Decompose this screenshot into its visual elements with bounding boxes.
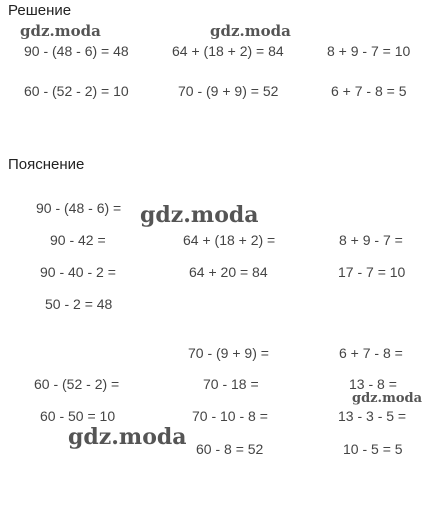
- explanation-step: 8 + 9 - 7 =: [339, 232, 403, 248]
- watermark: gdz.moda: [140, 202, 259, 228]
- explanation-step: 70 - 18 =: [203, 376, 259, 392]
- explanation-step: 50 - 2 = 48: [45, 296, 113, 312]
- explanation-step: 17 - 7 = 10: [338, 264, 406, 280]
- solution-equation: 64 + (18 + 2) = 84: [172, 43, 284, 59]
- explanation-step: 64 + (18 + 2) =: [183, 232, 276, 248]
- explanation-step: 64 + 20 = 84: [189, 264, 268, 280]
- solution-equation: 60 - (52 - 2) = 10: [24, 83, 129, 99]
- explanation-step: 90 - (48 - 6) =: [36, 200, 122, 216]
- explanation-step: 13 - 3 - 5 =: [338, 408, 407, 424]
- explanation-step: 90 - 42 =: [50, 232, 106, 248]
- watermark: gdz.moda: [352, 391, 423, 406]
- solution-equation: 8 + 9 - 7 = 10: [327, 43, 411, 59]
- explanation-step: 10 - 5 = 5: [343, 441, 403, 457]
- explanation-step: 70 - 10 - 8 =: [192, 408, 268, 424]
- solution-heading: Решение: [8, 2, 72, 19]
- watermark: gdz.moda: [20, 22, 101, 40]
- solution-equation: 90 - (48 - 6) = 48: [24, 43, 129, 59]
- explanation-step: 13 - 8 =: [349, 376, 397, 392]
- solution-equation: 6 + 7 - 8 = 5: [331, 83, 407, 99]
- explanation-step: 60 - 8 = 52: [196, 441, 264, 457]
- explanation-heading: Пояснение: [8, 156, 85, 173]
- watermark: gdz.moda: [68, 424, 187, 450]
- explanation-step: 70 - (9 + 9) =: [188, 345, 269, 361]
- solution-equation: 70 - (9 + 9) = 52: [178, 83, 279, 99]
- explanation-step: 6 + 7 - 8 =: [339, 345, 403, 361]
- explanation-step: 60 - (52 - 2) =: [34, 376, 120, 392]
- explanation-step: 60 - 50 = 10: [40, 408, 116, 424]
- watermark: gdz.moda: [210, 22, 291, 40]
- explanation-step: 90 - 40 - 2 =: [40, 264, 116, 280]
